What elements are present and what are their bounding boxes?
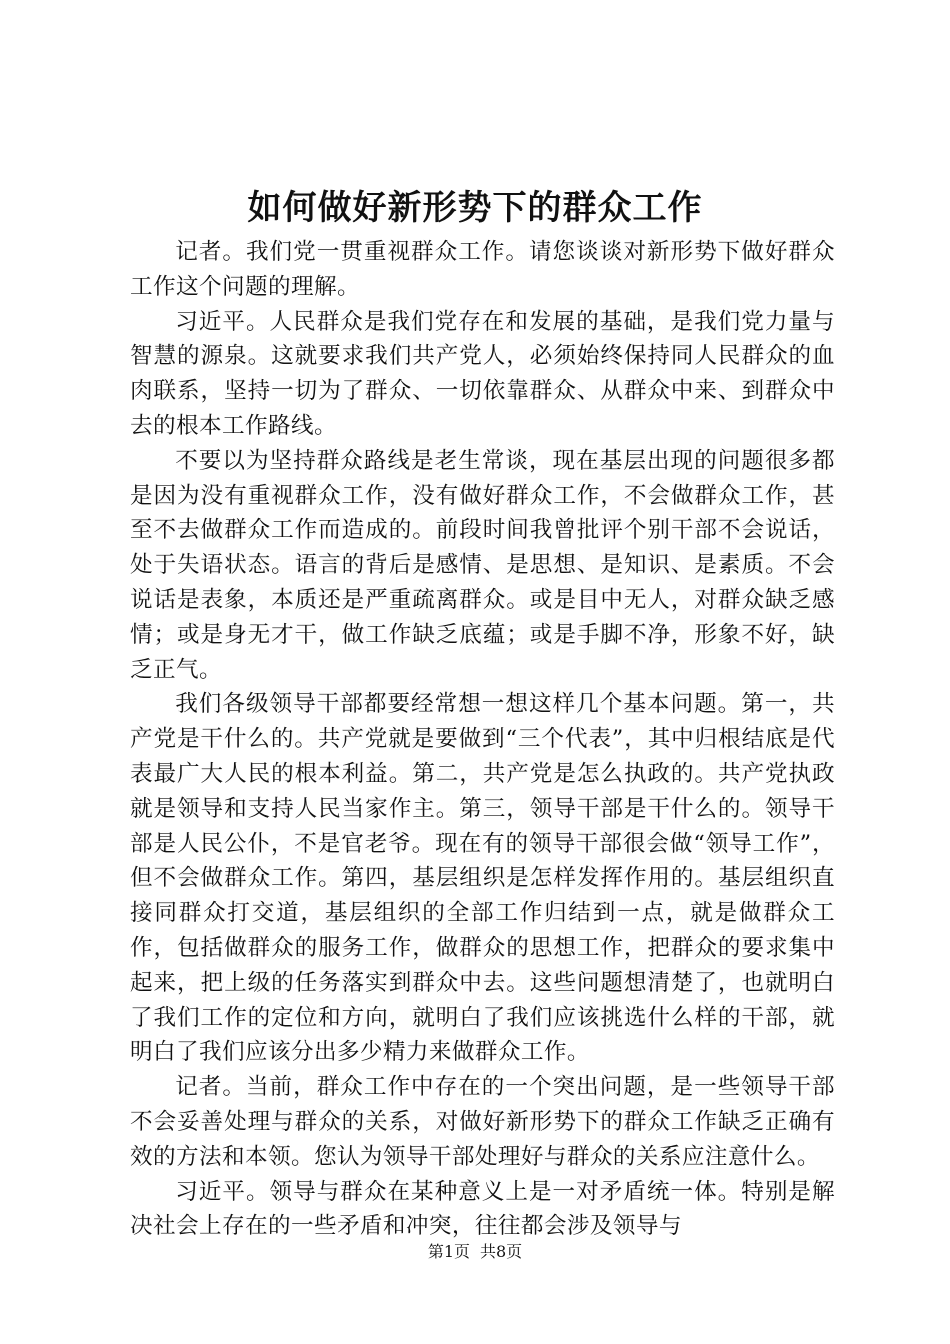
- paragraph-1: 记者。我们党一贯重视群众工作。请您谈谈对新形势下做好群众工作这个问题的理解。: [130, 239, 835, 300]
- page-footer: [0, 1240, 950, 1264]
- paragraph-2: 习近平。人民群众是我们党存在和发展的基础，是我们党力量与智慧的源泉。这就要求我们共产党人，必须始终保持同人民群众的血肉联系，坚持一切为了群众、一切依靠群众、从群众中来、到群众中去的根本工作路线。: [130, 308, 835, 439]
- paragraph-5: 记者。当前，群众工作中存在的一个突出问题，是一些领导干部不会妥善处理与群众的关系，对做好新形势下的群众工作缺乏正确有效的方法和本领。您认为领导干部处理好与群众的关系应注意什么。: [130, 1074, 835, 1170]
- document-body: [130, 235, 835, 1244]
- paragraph-4: 我们各级领导干部都要经常想一想这样几个基本问题。第一，共产党是干什么的。共产党就是要做到“三个代表”，其中归根结底是代表最广大人民的根本利益。第二，共产党是怎么执政的。共产党执政就是领导和支持人民当家作主。第三，领导干部是干什么的。领导干部是人民公仆，不是官老爷。现在有的领导干部很会做“领导工作”，但不会做群众工作。第四，基层组织是怎样发挥作用的。基层组织直接同群众打交道，基层组织的全部工作归结到一点，就是做群众工作，包括做群众的服务工作，做群众的思想工作，把群众的要求集中起来，把上级的任务落实到群众中去。这些问题想清楚了，也就明白了我们工作的定位和方向，就明白了我们应该挑选什么样的干部，就明白了我们应该分出多少精力来做群众工作。: [130, 691, 835, 1066]
- document-title: 如何做好新形势下的群众工作: [247, 188, 703, 228]
- page-number: 第1页: [427, 1242, 470, 1261]
- paragraph-6: 习近平。领导与群众在某种意义上是一对矛盾统一体。特别是解决社会上存在的一些矛盾和冲突，往往都会涉及领导与: [130, 1178, 835, 1240]
- page-total: 共8页: [480, 1242, 523, 1261]
- paragraph-3: 不要以为坚持群众路线是老生常谈，现在基层出现的问题很多都是因为没有重视群众工作，没有做好群众工作，不会做群众工作，甚至不去做群众工作而造成的。前段时间我曾批评个别干部不会说话，处于失语状态。语言的背后是感情、是思想、是知识、是素质。不会说话是表象，本质还是严重疏离群众。或是目中无人，对群众缺乏感情；或是身无才干，做工作缺乏底蕴；或是手脚不净，形象不好，缺乏正气。: [130, 447, 835, 683]
